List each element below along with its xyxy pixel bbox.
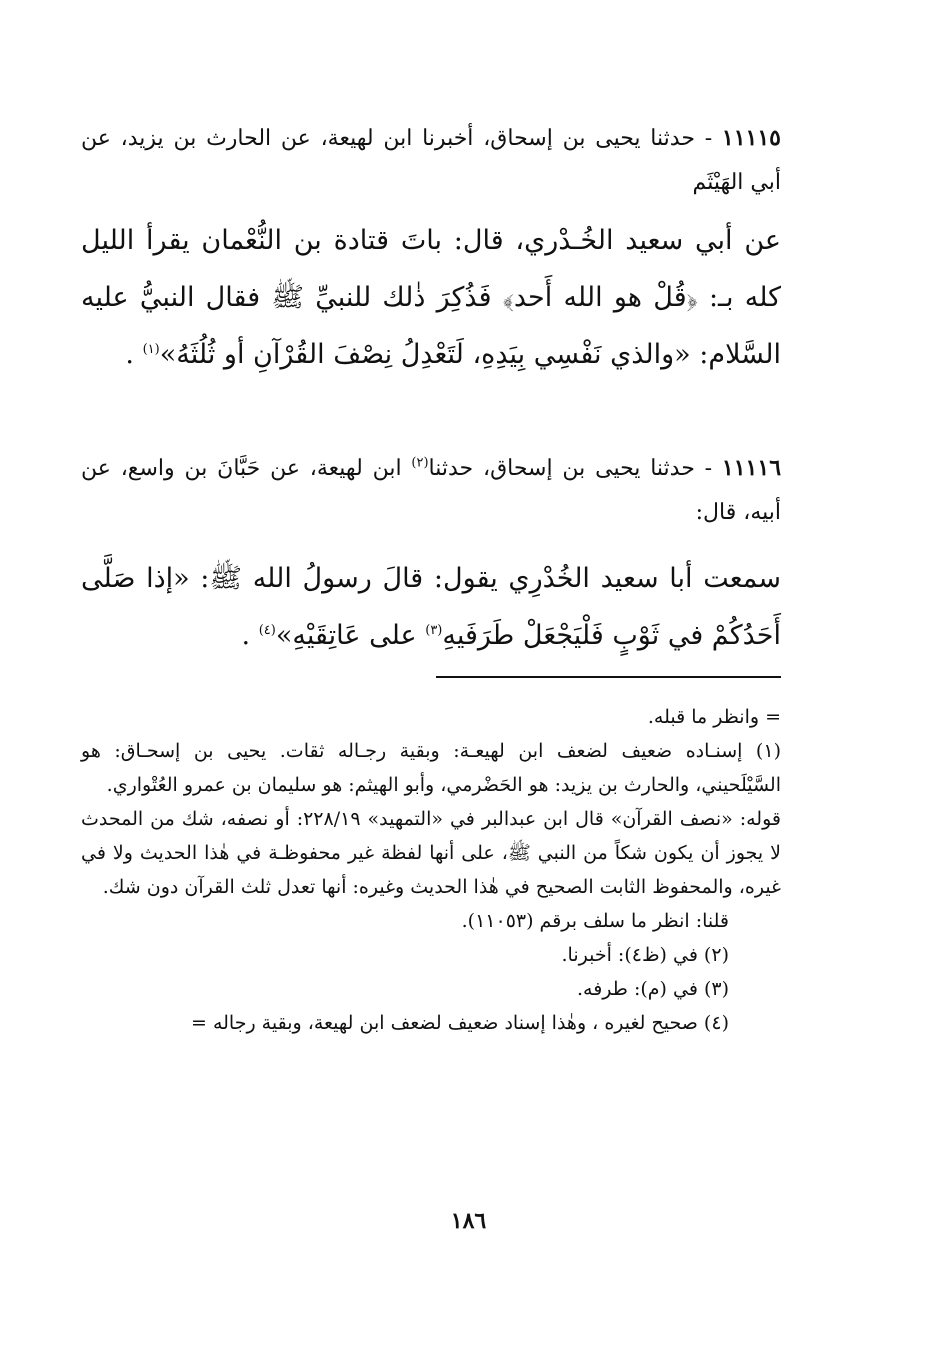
footnote-1: (١) إسنـاده ضعيف لضعف ابن لهيعـة: وبقية رجـاله ثقات. يحيى بن إسحـاق: هو السَّيْلَحيني، والحارث بن يزيد: هو الحَضْرمي، وأبو الهيثم: هو سليمان بن عمرو العُتْواري. [81,740,781,796]
matn-text: سمعت أبا سعيد الخُدْرِي يقول: قالَ رسولُ الله ﷺ: «إذا صَلَّى أَحَدُكُمْ في ثَوْبٍ فَلْيَجْعَلْ طَرَفَيهِ [81,563,781,651]
hadith-number: ١١١١٥ [721,125,781,151]
footnote-continuation: = وانظر ما قبله. [647,706,781,728]
matn-text: عن أبي سعيد الخُـدْري، قال: باتَ قتادة بن النُّعْمان يقرأ الليل كله بـ: ﴿قُلْ هو الله أَحد﴾ فَذُكِرَ ذٰلك للنبيِّ ﷺ فقال النبيُّ عليه السَّلام: «والذي نَفْسِي بِيَدِهِ، لَتَعْدِلُ نِصْفَ القُرْآنِ أو ثُلُثَهُ» [81,225,781,370]
footnotes [81,700,781,1040]
sentence-end: . [125,339,143,370]
footnote-4-text: (٤) صحيح لغيره ، وهٰذا إسناد ضعيف لضعف ابن لهيعة، وبقية رجاله [212,1012,729,1034]
hadith-11116-chain [81,446,781,535]
matn-text-cont: على عَاتِقَيْهِ» [275,620,426,651]
footnote-ref: (٤) [258,623,276,638]
footnote-1-comment: قوله: «نصف القرآن» قال ابن عبدالبر في «التمهيد» ٢٢٨/١٩: أو نصفه، شك من المحدث لا يجوز أن يكون شكاً من النبي ﷺ، على أنها لفظة غير محفوظـة في هٰذا الحديث ولا في غيره، والمحفوظ الثابت الصحيح في هٰذا الحديث وغيره: أنها تعدل ثلث القرآن دون شك. [81,808,781,898]
hadith-11116-matn [81,550,781,664]
footnote-separator [436,676,781,678]
hadith-number: ١١١١٦ [721,455,782,481]
footnote-ref: (٣) [425,623,443,638]
footnote-1-reference: قلنا: انظر ما سلف برقم (١١٠٥٣). [461,910,729,932]
footnote-2: (٢) في (ظ٤): أخبرنا. [561,944,729,966]
continuation-mark: = [190,1012,207,1034]
hadith-11115-matn [81,212,781,383]
page-number: ١٨٦ [450,1208,487,1234]
footnote-ref: (١) [142,342,160,357]
footnote-4 [81,1006,781,1040]
isnad-text-cont: ابن لهيعة، عن حَبَّانَ بن واسع، عن أبيه، قال: [81,456,781,525]
footnote-ref: (٢) [411,455,429,471]
sentence-end: . [241,620,259,651]
footnote-3: (٣) في (م): طرفه. [577,978,729,1000]
isnad-text: - حدثنا يحيى بن إسحاق، أخبرنا ابن لهيعة، عن الحارث بن يزيد، عن أبي الهَيْثَم [81,126,781,195]
isnad-text: - حدثنا يحيى بن إسحاق، حدثنا [428,456,713,481]
hadith-11115-chain [81,116,781,205]
